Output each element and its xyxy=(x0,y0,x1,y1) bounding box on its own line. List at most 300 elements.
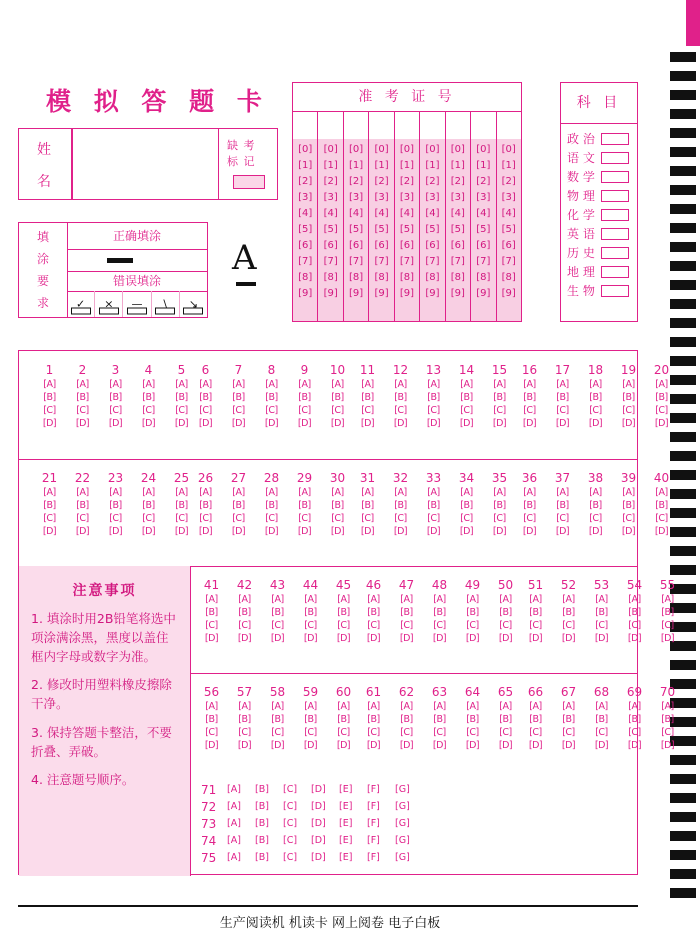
long-option-row[interactable] xyxy=(191,798,637,815)
answer-bubble[interactable]: [C] xyxy=(298,513,311,524)
option-row[interactable] xyxy=(519,607,684,618)
exam-number-bubble[interactable]: [9] xyxy=(298,288,313,299)
exam-number-bubble[interactable]: [2] xyxy=(501,176,516,187)
exam-number-digit-column[interactable] xyxy=(395,139,420,321)
answer-bubble[interactable]: [A] xyxy=(109,487,122,498)
answer-bubble[interactable]: [C] xyxy=(199,405,212,416)
exam-number-bubble[interactable]: [2] xyxy=(399,176,415,187)
answer-bubble[interactable]: [B] xyxy=(265,500,278,511)
answer-bubble[interactable]: [C] xyxy=(628,727,641,738)
answer-bubble[interactable]: [D] xyxy=(330,418,345,429)
exam-number-bubble-grid[interactable] xyxy=(293,139,521,321)
answer-bubble[interactable]: [A] xyxy=(562,594,575,605)
answer-bubble[interactable]: [D] xyxy=(237,633,252,644)
answer-bubble[interactable]: [B] xyxy=(589,500,602,511)
answer-bubble[interactable]: [B] xyxy=(337,714,350,725)
answer-bubble[interactable]: [B] xyxy=(76,392,89,403)
long-option-row[interactable] xyxy=(191,815,637,832)
answer-bubble[interactable]: [A] xyxy=(556,487,569,498)
answer-bubble[interactable]: [A] xyxy=(227,818,241,829)
answer-bubble[interactable]: [B] xyxy=(175,500,188,511)
answer-bubble[interactable]: [B] xyxy=(271,607,284,618)
option-row[interactable] xyxy=(195,701,360,712)
option-row[interactable] xyxy=(519,633,684,644)
long-answer-rows[interactable] xyxy=(191,781,637,876)
exam-number-bubble[interactable]: [2] xyxy=(374,176,389,187)
option-row[interactable] xyxy=(357,714,522,725)
answer-bubble[interactable]: [D] xyxy=(297,526,312,537)
answer-bubble[interactable]: [D] xyxy=(426,418,441,429)
answer-bubble[interactable]: [B] xyxy=(622,500,635,511)
answer-bubble[interactable]: [A] xyxy=(460,379,473,390)
answer-bubble[interactable]: [D] xyxy=(311,818,326,829)
exam-number-bubble[interactable]: [9] xyxy=(425,288,440,299)
exam-number-bubble[interactable]: [6] xyxy=(450,240,465,251)
exam-number-bubble[interactable]: [2] xyxy=(298,176,313,187)
answer-bubble[interactable]: [G] xyxy=(395,835,410,846)
option-row[interactable] xyxy=(189,379,354,390)
exam-number-bubble[interactable]: [2] xyxy=(349,176,364,187)
option-row[interactable] xyxy=(351,379,516,390)
exam-number-bubble[interactable]: [4] xyxy=(450,208,465,219)
option-row[interactable] xyxy=(519,594,684,605)
answer-bubble[interactable]: [D] xyxy=(588,526,603,537)
answer-bubble[interactable]: [A] xyxy=(238,701,251,712)
exam-number-bubble[interactable]: [3] xyxy=(298,192,313,203)
answer-bubble[interactable]: [A] xyxy=(298,379,311,390)
option-row[interactable] xyxy=(513,379,678,390)
answer-bubble[interactable]: [C] xyxy=(283,835,298,846)
answer-bubble[interactable]: [C] xyxy=(175,405,188,416)
answer-bubble[interactable]: [D] xyxy=(75,526,90,537)
answer-bubble[interactable]: [B] xyxy=(622,392,635,403)
answer-bubble[interactable]: [C] xyxy=(304,620,317,631)
option-row[interactable] xyxy=(351,487,516,498)
answer-bubble[interactable]: [C] xyxy=(622,513,635,524)
exam-number-bubble[interactable]: [6] xyxy=(374,240,389,251)
answer-bubble[interactable]: [A] xyxy=(562,701,575,712)
answer-bubble[interactable]: [A] xyxy=(655,379,668,390)
answer-bubble[interactable]: [A] xyxy=(265,487,278,498)
answer-bubble[interactable]: [B] xyxy=(255,835,269,846)
answer-bubble[interactable]: [C] xyxy=(661,620,674,631)
answer-bubble[interactable]: [B] xyxy=(232,392,245,403)
answer-bubble[interactable]: [A] xyxy=(298,487,311,498)
subject-bubble[interactable] xyxy=(601,152,629,164)
exam-number-bubble[interactable]: [0] xyxy=(374,144,389,155)
answer-bubble[interactable]: [C] xyxy=(628,620,641,631)
subject-bubble[interactable] xyxy=(601,247,629,259)
exam-number-bubble[interactable]: [8] xyxy=(476,272,491,283)
answer-bubble[interactable]: [G] xyxy=(395,818,410,829)
answer-bubble[interactable]: [A] xyxy=(232,487,245,498)
answer-bubble[interactable]: [A] xyxy=(43,379,56,390)
option-row[interactable] xyxy=(195,633,360,644)
exam-number-bubble[interactable]: [0] xyxy=(450,144,465,155)
subject-bubble[interactable] xyxy=(601,285,629,297)
answer-bubble[interactable]: [B] xyxy=(361,392,374,403)
answer-bubble[interactable]: [B] xyxy=(523,392,536,403)
answer-bubble[interactable]: [A] xyxy=(589,379,602,390)
answer-bubble[interactable]: [D] xyxy=(204,740,219,751)
answer-bubble[interactable]: [B] xyxy=(499,607,512,618)
answer-bubble[interactable]: [D] xyxy=(498,633,513,644)
answer-bubble[interactable]: [B] xyxy=(661,714,674,725)
answer-bubble[interactable]: [D] xyxy=(330,526,345,537)
answer-bubble[interactable]: [D] xyxy=(528,633,543,644)
answer-bubble[interactable]: [B] xyxy=(427,500,440,511)
option-row[interactable] xyxy=(195,607,360,618)
answer-bubble[interactable]: [B] xyxy=(304,607,317,618)
subject-row[interactable] xyxy=(561,129,637,148)
answer-bubble[interactable]: [G] xyxy=(395,801,410,812)
long-option-row[interactable] xyxy=(191,849,637,866)
answer-bubble[interactable]: [B] xyxy=(655,500,668,511)
exam-number-write-cell[interactable] xyxy=(293,111,318,139)
option-row[interactable] xyxy=(357,594,522,605)
answer-bubble[interactable]: [A] xyxy=(331,379,344,390)
answer-bubble[interactable]: [D] xyxy=(492,418,507,429)
answer-bubble[interactable]: [C] xyxy=(556,513,569,524)
answer-bubble[interactable]: [C] xyxy=(283,784,298,795)
answer-bubble[interactable]: [A] xyxy=(175,379,188,390)
answer-bubble[interactable]: [D] xyxy=(465,633,480,644)
answer-bubble[interactable]: [D] xyxy=(459,418,474,429)
exam-number-bubble[interactable]: [9] xyxy=(349,288,364,299)
answer-bubble[interactable]: [A] xyxy=(361,379,374,390)
option-row[interactable] xyxy=(195,620,360,631)
exam-number-bubble[interactable]: [1] xyxy=(298,160,313,171)
answer-bubble[interactable]: [A] xyxy=(556,379,569,390)
option-row[interactable] xyxy=(357,727,522,738)
answer-bubble[interactable]: [A] xyxy=(433,594,446,605)
exam-number-bubble[interactable]: [0] xyxy=(425,144,440,155)
answer-bubble[interactable]: [C] xyxy=(589,405,602,416)
answer-bubble[interactable]: [C] xyxy=(298,405,311,416)
answer-bubble[interactable]: [A] xyxy=(493,379,506,390)
exam-number-bubble[interactable]: [0] xyxy=(501,144,516,155)
exam-number-write-cell[interactable] xyxy=(497,111,521,139)
answer-bubble[interactable]: [A] xyxy=(367,701,380,712)
exam-number-bubble[interactable]: [5] xyxy=(298,224,313,235)
answer-bubble[interactable]: [B] xyxy=(43,392,56,403)
answer-bubble[interactable]: [C] xyxy=(499,620,512,631)
exam-number-bubble[interactable]: [6] xyxy=(476,240,491,251)
exam-number-bubble[interactable]: [1] xyxy=(323,160,338,171)
answer-bubble[interactable]: [B] xyxy=(523,500,536,511)
exam-number-digit-column[interactable] xyxy=(369,139,394,321)
subject-bubble[interactable] xyxy=(601,171,629,183)
answer-bubble[interactable]: [D] xyxy=(393,526,408,537)
answer-bubble[interactable]: [E] xyxy=(339,852,353,863)
exam-number-bubble[interactable]: [1] xyxy=(450,160,465,171)
answer-bubble[interactable]: [F] xyxy=(367,835,380,846)
answer-bubble[interactable]: [D] xyxy=(561,633,576,644)
exam-number-digit-column[interactable] xyxy=(446,139,471,321)
exam-number-bubble[interactable]: [7] xyxy=(501,256,516,267)
answer-bubble[interactable]: [D] xyxy=(108,526,123,537)
answer-bubble[interactable]: [A] xyxy=(142,487,155,498)
answer-bubble[interactable]: [B] xyxy=(109,392,122,403)
answer-bubble[interactable]: [D] xyxy=(198,418,213,429)
answer-bubble[interactable]: [C] xyxy=(43,513,56,524)
answer-bubble[interactable]: [C] xyxy=(76,513,89,524)
answer-bubble[interactable]: [B] xyxy=(238,714,251,725)
subject-row[interactable] xyxy=(561,205,637,224)
answer-bubble[interactable]: [D] xyxy=(270,740,285,751)
exam-number-bubble[interactable]: [0] xyxy=(349,144,364,155)
answer-bubble[interactable]: [B] xyxy=(562,714,575,725)
answer-bubble[interactable]: [C] xyxy=(427,405,440,416)
exam-number-bubble[interactable]: [5] xyxy=(399,224,415,235)
answer-bubble[interactable]: [A] xyxy=(394,487,407,498)
answer-bubble[interactable]: [B] xyxy=(493,500,506,511)
exam-number-bubble[interactable]: [0] xyxy=(476,144,491,155)
answer-bubble[interactable]: [C] xyxy=(331,405,344,416)
answer-bubble[interactable]: [A] xyxy=(227,852,241,863)
exam-number-bubble[interactable]: [9] xyxy=(501,288,516,299)
exam-number-bubble[interactable]: [9] xyxy=(399,288,415,299)
exam-number-bubble[interactable]: [9] xyxy=(374,288,389,299)
answer-bubble[interactable]: [B] xyxy=(304,714,317,725)
answer-bubble[interactable]: [D] xyxy=(594,633,609,644)
absent-bubble[interactable] xyxy=(233,175,265,189)
exam-number-write-cell[interactable] xyxy=(420,111,445,139)
answer-bubble[interactable]: [D] xyxy=(42,526,57,537)
answer-bubble[interactable]: [G] xyxy=(395,852,410,863)
answer-bubble[interactable]: [B] xyxy=(255,818,269,829)
answer-bubble[interactable]: [B] xyxy=(400,714,413,725)
answer-bubble[interactable]: [C] xyxy=(331,513,344,524)
answer-bubble[interactable]: [D] xyxy=(528,740,543,751)
answer-bubble[interactable]: [D] xyxy=(522,418,537,429)
answer-bubble[interactable]: [A] xyxy=(205,701,218,712)
exam-number-bubble[interactable]: [7] xyxy=(450,256,465,267)
option-row[interactable] xyxy=(189,418,354,429)
answer-bubble[interactable]: [A] xyxy=(589,487,602,498)
option-row[interactable] xyxy=(33,392,198,403)
answer-bubble[interactable]: [D] xyxy=(426,526,441,537)
answer-bubble[interactable]: [C] xyxy=(394,405,407,416)
answer-bubble[interactable]: [D] xyxy=(264,418,279,429)
exam-number-bubble[interactable]: [7] xyxy=(425,256,440,267)
option-row[interactable] xyxy=(33,526,198,537)
answer-bubble[interactable]: [B] xyxy=(205,714,218,725)
exam-number-bubble[interactable]: [8] xyxy=(374,272,389,283)
answer-bubble[interactable]: [B] xyxy=(466,607,479,618)
answer-bubble[interactable]: [C] xyxy=(595,620,608,631)
exam-number-bubble[interactable]: [8] xyxy=(349,272,364,283)
exam-number-bubble[interactable]: [0] xyxy=(399,144,415,155)
long-option-row[interactable] xyxy=(191,832,637,849)
answer-bubble[interactable]: [B] xyxy=(529,607,542,618)
answer-bubble[interactable]: [A] xyxy=(238,594,251,605)
subject-bubble[interactable] xyxy=(601,266,629,278)
answer-bubble[interactable]: [C] xyxy=(367,727,380,738)
answer-bubble[interactable]: [B] xyxy=(255,801,269,812)
answer-bubble[interactable]: [B] xyxy=(460,392,473,403)
answer-bubble[interactable]: [D] xyxy=(360,418,375,429)
exam-number-bubble[interactable]: [6] xyxy=(399,240,415,251)
exam-number-bubble[interactable]: [8] xyxy=(298,272,313,283)
exam-number-bubble[interactable]: [7] xyxy=(476,256,491,267)
option-row[interactable] xyxy=(189,392,354,403)
answer-bubble[interactable]: [B] xyxy=(298,500,311,511)
option-row[interactable] xyxy=(357,607,522,618)
option-row[interactable] xyxy=(519,740,684,751)
option-row[interactable] xyxy=(519,727,684,738)
exam-number-digit-column[interactable] xyxy=(318,139,343,321)
answer-bubble[interactable]: [A] xyxy=(427,487,440,498)
answer-bubble[interactable]: [A] xyxy=(499,701,512,712)
option-row[interactable] xyxy=(195,740,360,751)
option-row[interactable] xyxy=(33,405,198,416)
answer-bubble[interactable]: [B] xyxy=(661,607,674,618)
answer-bubble[interactable]: [C] xyxy=(655,405,668,416)
exam-number-bubble[interactable]: [5] xyxy=(476,224,491,235)
answer-bubble[interactable]: [B] xyxy=(628,714,641,725)
answer-bubble[interactable]: [D] xyxy=(360,526,375,537)
answer-bubble[interactable]: [A] xyxy=(595,594,608,605)
answer-bubble[interactable]: [C] xyxy=(43,405,56,416)
answer-bubble[interactable]: [B] xyxy=(433,714,446,725)
exam-number-digit-column[interactable] xyxy=(497,139,521,321)
answer-bubble[interactable]: [G] xyxy=(395,784,410,795)
answer-bubble[interactable]: [D] xyxy=(311,784,326,795)
answer-bubble[interactable]: [B] xyxy=(655,392,668,403)
subject-bubble[interactable] xyxy=(601,209,629,221)
answer-bubble[interactable]: [C] xyxy=(655,513,668,524)
answer-bubble[interactable]: [C] xyxy=(361,405,374,416)
answer-bubble[interactable]: [C] xyxy=(493,513,506,524)
answer-bubble[interactable]: [C] xyxy=(433,727,446,738)
option-row[interactable] xyxy=(33,500,198,511)
exam-number-bubble[interactable]: [1] xyxy=(374,160,389,171)
answer-bubble[interactable]: [B] xyxy=(271,714,284,725)
answer-bubble[interactable]: [C] xyxy=(283,818,298,829)
answer-bubble[interactable]: [C] xyxy=(337,620,350,631)
answer-bubble[interactable]: [C] xyxy=(460,513,473,524)
answer-bubble[interactable]: [B] xyxy=(556,500,569,511)
answer-bubble[interactable]: [C] xyxy=(562,620,575,631)
answer-bubble[interactable]: [B] xyxy=(499,714,512,725)
answer-bubble[interactable]: [C] xyxy=(232,405,245,416)
answer-bubble[interactable]: [A] xyxy=(433,701,446,712)
answer-bubble[interactable]: [C] xyxy=(238,727,251,738)
answer-bubble[interactable]: [A] xyxy=(529,701,542,712)
answer-bubble[interactable]: [D] xyxy=(303,740,318,751)
answer-bubble[interactable]: [C] xyxy=(265,405,278,416)
exam-number-bubble[interactable]: [5] xyxy=(323,224,338,235)
answer-bubble[interactable]: [A] xyxy=(232,379,245,390)
answer-bubble[interactable]: [C] xyxy=(367,620,380,631)
answer-bubble[interactable]: [B] xyxy=(109,500,122,511)
exam-number-bubble[interactable]: [8] xyxy=(399,272,415,283)
answer-bubble[interactable]: [B] xyxy=(199,392,212,403)
option-row[interactable] xyxy=(189,526,354,537)
exam-number-bubble[interactable]: [0] xyxy=(298,144,313,155)
option-row[interactable] xyxy=(351,418,516,429)
answer-bubble[interactable]: [A] xyxy=(76,379,89,390)
answer-bubble[interactable]: [D] xyxy=(270,633,285,644)
answer-bubble[interactable]: [E] xyxy=(339,835,353,846)
answer-bubble[interactable]: [D] xyxy=(522,526,537,537)
answer-bubble[interactable]: [B] xyxy=(589,392,602,403)
answer-bubble[interactable]: [B] xyxy=(142,392,155,403)
answer-bubble[interactable]: [D] xyxy=(594,740,609,751)
answer-bubble[interactable]: [D] xyxy=(432,740,447,751)
answer-bubble[interactable]: [A] xyxy=(76,487,89,498)
exam-number-bubble[interactable]: [6] xyxy=(298,240,313,251)
exam-number-bubble[interactable]: [1] xyxy=(501,160,516,171)
exam-number-bubble[interactable]: [8] xyxy=(501,272,516,283)
option-row[interactable] xyxy=(195,714,360,725)
answer-bubble[interactable]: [F] xyxy=(367,852,380,863)
answer-bubble[interactable]: [D] xyxy=(311,835,326,846)
answer-bubble[interactable]: [F] xyxy=(367,784,380,795)
answer-bubble[interactable]: [A] xyxy=(361,487,374,498)
answer-bubble[interactable]: [D] xyxy=(336,740,351,751)
exam-number-bubble[interactable]: [1] xyxy=(399,160,415,171)
answer-bubble[interactable]: [D] xyxy=(393,418,408,429)
answer-bubble[interactable]: [D] xyxy=(498,740,513,751)
subject-row[interactable] xyxy=(561,262,637,281)
exam-number-bubble[interactable]: [3] xyxy=(323,192,338,203)
answer-bubble[interactable]: [A] xyxy=(466,594,479,605)
answer-bubble[interactable]: [A] xyxy=(265,379,278,390)
exam-number-bubble[interactable]: [3] xyxy=(425,192,440,203)
answer-bubble[interactable]: [B] xyxy=(556,392,569,403)
answer-bubble[interactable]: [B] xyxy=(265,392,278,403)
answer-bubble[interactable]: [C] xyxy=(142,513,155,524)
answer-bubble[interactable]: [A] xyxy=(427,379,440,390)
answer-bubble[interactable]: [A] xyxy=(205,594,218,605)
option-row[interactable] xyxy=(513,513,678,524)
exam-number-bubble[interactable]: [6] xyxy=(425,240,440,251)
answer-bubble[interactable]: [B] xyxy=(433,607,446,618)
answer-bubble[interactable]: [D] xyxy=(303,633,318,644)
subject-row[interactable] xyxy=(561,148,637,167)
option-row[interactable] xyxy=(357,620,522,631)
option-row[interactable] xyxy=(189,513,354,524)
answer-bubble[interactable]: [A] xyxy=(331,487,344,498)
answer-bubble[interactable]: [B] xyxy=(331,500,344,511)
answer-bubble[interactable]: [C] xyxy=(556,405,569,416)
answer-bubble[interactable]: [C] xyxy=(271,727,284,738)
exam-number-bubble[interactable]: [2] xyxy=(450,176,465,187)
option-row[interactable] xyxy=(513,500,678,511)
answer-bubble[interactable]: [D] xyxy=(492,526,507,537)
exam-number-write-cell[interactable] xyxy=(395,111,420,139)
exam-number-digit-column[interactable] xyxy=(420,139,445,321)
answer-bubble[interactable]: [C] xyxy=(238,620,251,631)
exam-number-bubble[interactable]: [1] xyxy=(349,160,364,171)
answer-bubble[interactable]: [E] xyxy=(339,801,353,812)
subject-bubble[interactable] xyxy=(601,228,629,240)
exam-number-bubble[interactable]: [7] xyxy=(323,256,338,267)
answer-bubble[interactable]: [C] xyxy=(433,620,446,631)
option-row[interactable] xyxy=(519,714,684,725)
exam-number-write-cell[interactable] xyxy=(344,111,369,139)
exam-number-bubble[interactable]: [7] xyxy=(349,256,364,267)
exam-number-bubble[interactable]: [4] xyxy=(298,208,313,219)
exam-number-bubble[interactable]: [3] xyxy=(349,192,364,203)
exam-number-write-cell[interactable] xyxy=(446,111,471,139)
answer-bubble[interactable]: [A] xyxy=(595,701,608,712)
answer-bubble[interactable]: [D] xyxy=(42,418,57,429)
answer-bubble[interactable]: [B] xyxy=(466,714,479,725)
exam-number-bubble[interactable]: [5] xyxy=(501,224,516,235)
